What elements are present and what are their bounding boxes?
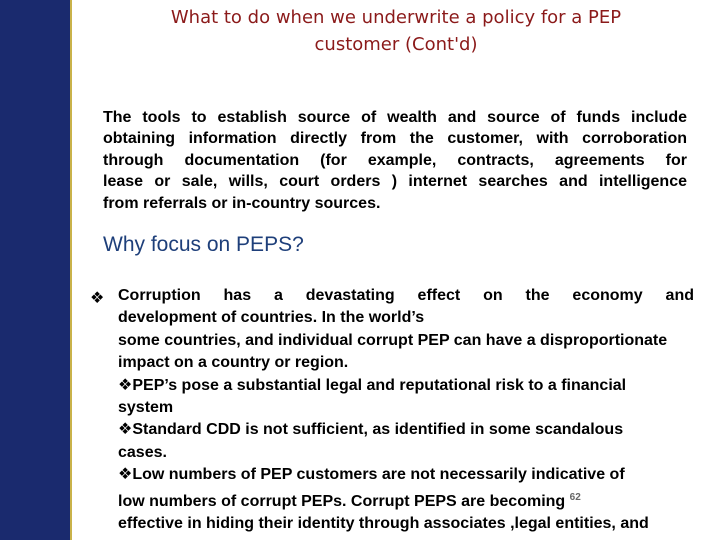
bullet-line: system <box>118 399 174 417</box>
paragraph-line: from referrals or in-country sources. <box>103 194 381 212</box>
bullet-line: cases. <box>118 443 167 461</box>
bullet-line: some countries, and individual corrupt PEP can have a disproportionate <box>118 331 668 349</box>
bullet-line: ❖Low numbers of PEP customers are not necessarily indicative of <box>118 466 625 484</box>
page-number: 62 <box>569 491 581 503</box>
peps-bullet-list <box>118 285 694 535</box>
bullet-line: ❖Standard CDD is not sufficient, as identified in some scandalous <box>118 421 624 439</box>
tools-paragraph <box>103 107 687 214</box>
bullet-line <box>118 487 694 513</box>
paragraph-line: obtaining information directly from the customer, with corroboration <box>103 130 687 148</box>
why-focus-heading: Why focus on PEPS? <box>103 233 304 256</box>
bullet-line-text: low numbers of corrupt PEPs. Corrupt PEPS are becoming <box>118 492 566 510</box>
bullet-line: Corruption has a devastating effect on the economy and <box>118 287 694 304</box>
bullet-line: ❖PEP’s pose a substantial legal and reputational risk to a financial <box>118 376 627 394</box>
bullet-line: development of countries. In the world’s <box>118 309 425 327</box>
diamond-bullet-icon: ❖ <box>90 290 105 307</box>
slide-title-line-2: customer (Cont'd) <box>314 34 478 55</box>
bullet-line: effective in hiding their identity through associates ,legal entities, and <box>118 515 649 533</box>
slide-title-line-1: What to do when we underwrite a policy for a PEP <box>170 7 622 28</box>
paragraph-line: through documentation (for example, contracts, agreements for <box>103 151 687 169</box>
paragraph-line: The tools to establish source of wealth and source of funds include <box>103 109 687 126</box>
slide-title <box>72 4 720 58</box>
bullet-line: impact on a country or region. <box>118 354 349 372</box>
paragraph-line: lease or sale, wills, court orders ) internet searches and intelligence <box>103 173 687 191</box>
slide-sidebar <box>0 0 72 540</box>
